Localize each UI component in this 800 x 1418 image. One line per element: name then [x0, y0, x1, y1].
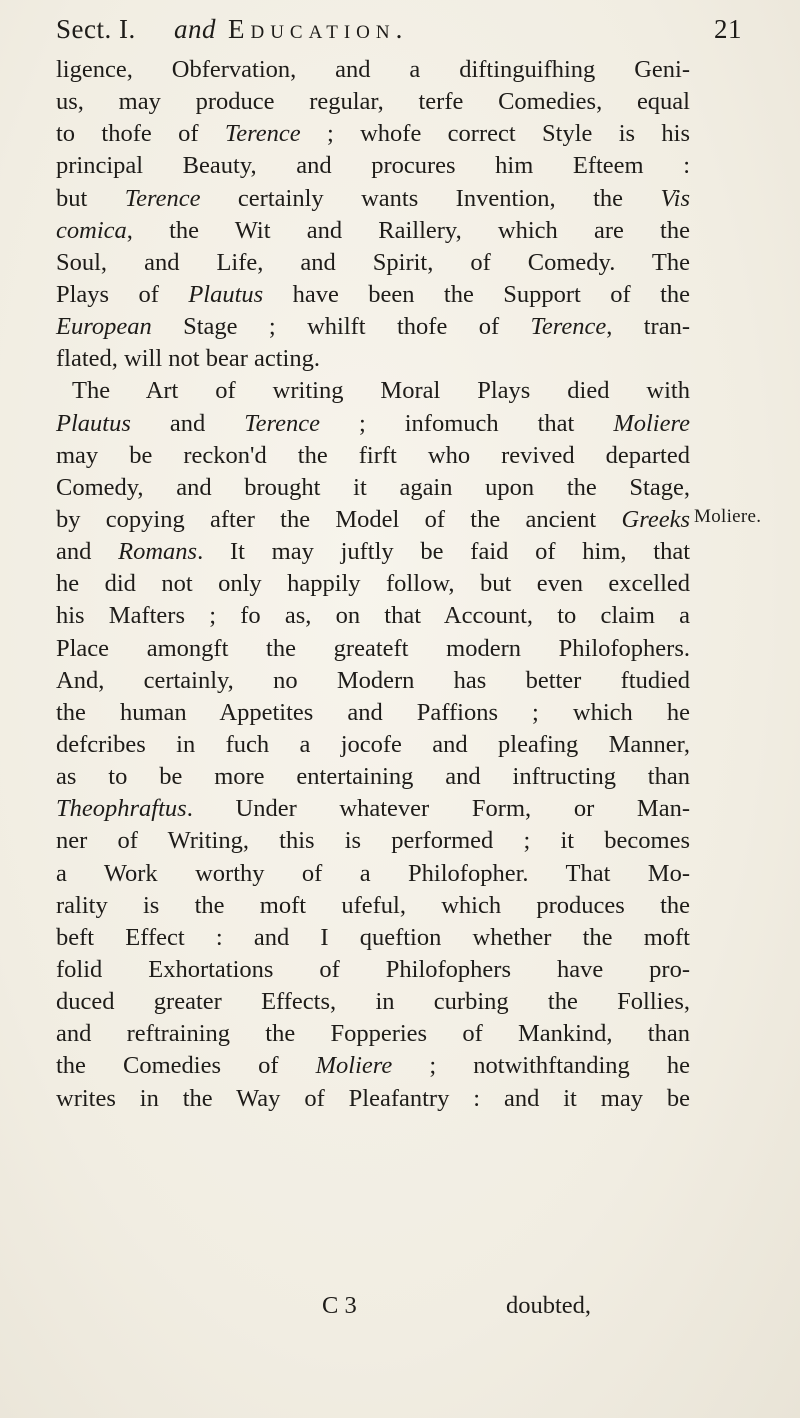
- text-segment: have been the Support of the: [263, 280, 691, 308]
- text-segment: ; whofe correct Style is his: [300, 120, 690, 148]
- margin-note: Moliere.: [694, 506, 762, 527]
- text-segment: rality is the moft ufeful, which produces the: [56, 891, 690, 919]
- italic-text: Theophraftus: [56, 795, 187, 823]
- text-segment: and reftraining the Fopperies of Mankind, than: [56, 1020, 690, 1048]
- italic-text: comica: [56, 216, 127, 244]
- text-segment: . It may juftly be faid of him, that: [197, 538, 691, 566]
- text-segment: The Art of writing Moral Plays died with: [72, 377, 690, 405]
- text-segment: his Mafters ; fo as, on that Account, to claim a: [56, 602, 690, 630]
- text-segment: certainly wants Invention, the: [200, 184, 661, 212]
- text-line: [56, 86, 690, 118]
- text-line: [56, 215, 690, 247]
- text-line: [56, 954, 690, 986]
- text-segment: . Under whatever Form, or Man-: [186, 795, 690, 823]
- text-segment: Stage ; whilft thofe of: [151, 313, 531, 341]
- italic-text: Moliere: [315, 1052, 393, 1080]
- text-segment: and: [56, 538, 119, 566]
- text-line: [56, 890, 690, 922]
- text-segment: to thofe of: [56, 120, 225, 148]
- text-segment: Soul, and Life, and Spirit, of Comedy. The: [56, 248, 690, 276]
- text-line: [56, 761, 690, 793]
- text-line: [56, 697, 690, 729]
- text-line: [56, 1083, 690, 1115]
- text-segment: ; notwithftanding he: [392, 1052, 690, 1080]
- text-line: [56, 568, 690, 600]
- text-line: [56, 825, 690, 857]
- text-segment: flated, will not bear acting.: [56, 345, 320, 373]
- italic-text: European: [56, 313, 152, 341]
- text-line: [56, 665, 690, 697]
- section-label: Sect. I.: [56, 14, 136, 44]
- text-line: [56, 600, 690, 632]
- italic-text: Plautus: [188, 280, 264, 308]
- text-line: [56, 504, 690, 536]
- text-line: [56, 247, 690, 279]
- text-line: [56, 633, 690, 665]
- italic-text: Moliere: [613, 409, 690, 437]
- text-line: [56, 279, 690, 311]
- catchword: doubted,: [506, 1292, 592, 1319]
- running-header: [56, 14, 756, 58]
- text-segment: us, may produce regular, terfe Comedies, equal: [56, 88, 690, 116]
- text-segment: a Work worthy of a Philofopher. That Mo-: [56, 859, 690, 887]
- text-line: [56, 536, 690, 568]
- running-title: [174, 14, 408, 45]
- text-line: [56, 729, 690, 761]
- italic-text: Vis: [660, 184, 690, 212]
- text-line: [56, 343, 690, 375]
- text-segment: ner of Writing, this is performed ; it becomes: [56, 827, 690, 855]
- text-segment: , tran-: [606, 313, 691, 341]
- text-segment: Comedy, and brought it again upon the Stage,: [56, 473, 690, 501]
- signature-mark: C 3: [322, 1292, 357, 1319]
- text-segment: writes in the Way of Pleafantry : and it may be: [56, 1084, 690, 1112]
- text-segment: , the Wit and Raillery, which are the: [126, 216, 690, 244]
- text-line: [56, 375, 690, 407]
- italic-text: Terence: [244, 409, 320, 437]
- text-segment: by copying after the Model of the ancient: [56, 505, 622, 533]
- text-line: [56, 858, 690, 890]
- running-title-word: Education.: [228, 14, 409, 44]
- text-segment: duced greater Effects, in curbing the Follies,: [56, 988, 690, 1016]
- text-segment: as to be more entertaining and inftructing than: [56, 763, 690, 791]
- text-line: [56, 183, 690, 215]
- text-line: [56, 472, 690, 504]
- italic-text: Greeks: [621, 505, 690, 533]
- text-line: [56, 408, 690, 440]
- text-segment: may be reckon'd the firft who revived departed: [56, 441, 690, 469]
- text-line: [56, 793, 690, 825]
- text-line: [56, 54, 690, 86]
- text-segment: defcribes in fuch a jocofe and pleafing Manner,: [56, 730, 690, 758]
- page-number: 21: [714, 14, 742, 44]
- text-segment: And, certainly, no Modern has better ftudied: [56, 666, 690, 694]
- text-segment: Place amongft the greateft modern Philofophers.: [56, 634, 690, 662]
- running-title-and: and: [174, 14, 216, 44]
- text-segment: ligence, Obfervation, and a diftinguifhing Geni-: [56, 56, 690, 83]
- text-segment: and: [130, 409, 245, 437]
- italic-text: Romans: [118, 538, 198, 566]
- text-line: [56, 986, 690, 1018]
- text-segment: principal Beauty, and procures him Efteem :: [56, 152, 690, 180]
- italic-text: Terence: [530, 313, 607, 341]
- text-line: [56, 440, 690, 472]
- text-segment: he did not only happily follow, but even excelled: [56, 570, 690, 598]
- text-line: [56, 118, 690, 150]
- text-line: [56, 150, 690, 182]
- text-line: [56, 311, 690, 343]
- italic-text: Terence: [224, 120, 301, 148]
- text-segment: the human Appetites and Paffions ; which he: [56, 698, 690, 726]
- text-line: [56, 1018, 690, 1050]
- italic-text: Plautus: [56, 409, 131, 437]
- italic-text: Terence: [124, 184, 201, 212]
- body-text: [56, 54, 690, 1115]
- text-segment: but: [56, 184, 125, 212]
- text-segment: folid Exhortations of Philofophers have pro-: [56, 955, 690, 983]
- text-line: [56, 1050, 690, 1082]
- text-line: [56, 922, 690, 954]
- text-segment: beft Effect : and I queftion whether the moft: [56, 923, 690, 951]
- text-segment: ; infomuch that: [319, 409, 614, 437]
- text-segment: the Comedies of: [56, 1052, 316, 1080]
- text-segment: Plays of: [56, 280, 189, 308]
